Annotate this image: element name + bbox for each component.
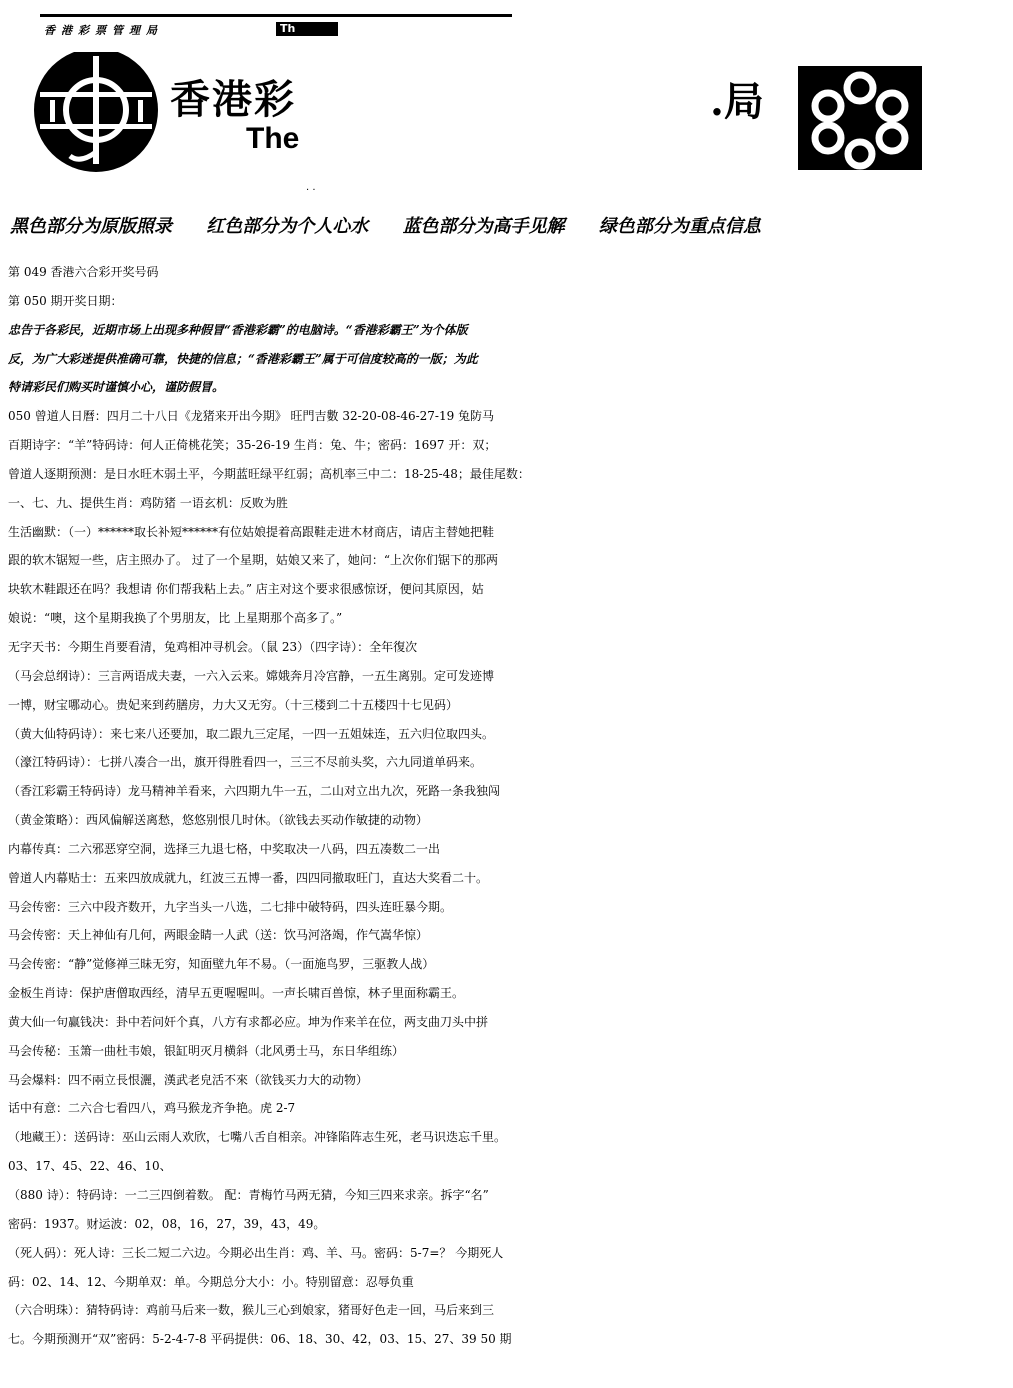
- text-line: 内幕传真：二六邪恶穿空洞，选择三九退七格，中奖取决一八码，四五凑数二一出: [8, 841, 441, 856]
- tag-short: Th: [276, 22, 338, 36]
- top-rule: [40, 14, 512, 17]
- text-line: 马会爆料：四不兩立長恨灑，漢武老皃活不來（欲钱买力大的动物）: [8, 1072, 369, 1087]
- tagline: 香港彩票管理局: [44, 24, 163, 37]
- text-line: 050 曾道人日曆：四月二十八日《龙猪来开出今期》 旺門吉數 32-20-08-46-27-19 兔防马: [8, 409, 495, 424]
- page-title: 香港彩: [170, 76, 296, 123]
- document-body: [8, 258, 1008, 1354]
- text-line: （黄大仙特码诗）：来七来八还要加，取二跟九三定尾，一四一五姐妹连，五六归位取四头。: [8, 726, 495, 741]
- legend-black: 黑色部分为原版照录: [10, 216, 172, 237]
- text-line: 一博，财宝哪动心。贵妃来到药膳房，力大又无穷。（十三楼到二十五楼四十七见码）: [8, 697, 459, 712]
- color-legend: [10, 212, 789, 238]
- text-line: 码：02、14、12、今期单双：单。今期总分大小：小。特别留意：忍辱负重: [8, 1274, 414, 1289]
- text-line: （880 诗）：特码诗：一二三四倒着数。 配：青梅竹马两无猜，今知三四来求亲。拆字“名”: [8, 1188, 489, 1202]
- text-line: 百期诗字：“羊”特码诗：何人正倚桃花笑；35-26-19 生肖：兔、牛；密码：1697 开：双；: [8, 438, 497, 453]
- text-line: 生活幽默：（一）******取长补短******有位姑娘提着高跟鞋走进木材商店，请店主替她把鞋: [8, 524, 495, 539]
- text-line: 话中有意：二六合七看四八，鸡马猴龙齐争艳。虎 2-7: [8, 1101, 296, 1116]
- text-line: 黄大仙一句赢钱决：卦中若问奸个真，八方有求都必应。坤为作来羊在位，两支曲刀头中拼: [8, 1014, 489, 1029]
- text-line: 金板生肖诗：保护唐僧取西经，清早五更喔喔叫。一声长啸百兽惊，林子里面称霸王。: [8, 986, 465, 1001]
- text-line: 马会传密：天上神仙有几何，两眼金睛一人武（送：饮马河洛竭，作气嵩华惊）: [8, 928, 429, 943]
- text-line: （黄金策略）：西风偏解送离愁，悠悠别恨几时休。（欲钱去买动作敏捷的动物）: [8, 813, 429, 828]
- warning-line: 反，为广大彩迷提供准确可靠，快捷的信息；“香港彩霸王”属于可信度较高的一版；为此: [8, 351, 478, 366]
- emblem-logo-icon: [30, 52, 162, 172]
- text-line: 无字天书：今期生肖要看清，兔鸡相冲寻机会。（鼠 23）（四字诗）：全年復次: [8, 639, 418, 654]
- legend-green: 绿色部分为重点信息: [598, 216, 761, 237]
- text-line: 块软木鞋跟还在吗？我想请 你们帮我粘上去。” 店主对这个要求很感惊讶，便问其原因，姑: [8, 582, 484, 597]
- circles-logo-icon: [798, 66, 922, 170]
- legend-red: 红色部分为个人心水: [206, 216, 369, 237]
- warning-line: 忠告于各彩民，近期市场上出现多种假冒“香港彩霸”的电脑诗。“香港彩霸王”为个体版: [8, 322, 468, 337]
- text-line: （香江彩霸王特码诗）龙马精神羊看来，六四期九牛一五，二山对立出九次，死路一条我独闯: [8, 784, 501, 799]
- page-subtitle: The: [246, 122, 300, 155]
- text-line: （死人码）：死人诗：三长二短二六边。今期必出生肖：鸡、羊、马。密码：5-7=？ 今期死人: [8, 1245, 504, 1260]
- top-strip: [40, 10, 512, 36]
- text-line: 娘说：“噢，这个星期我换了个男朋友，比 上星期那个高多了。”: [8, 611, 343, 626]
- text-line: 第 050 期开奖日期：: [8, 293, 123, 308]
- text-line: 马会传密：三六中段齐数开，九字当头一八选，二七排中破特码，四头连旺暴今期。: [8, 899, 453, 914]
- text-line: 马会传秘：玉箫一曲杜韦娘，银缸明灭月横斜（北风勇士马，东日华组练）: [8, 1043, 405, 1058]
- page-title-end: .局: [710, 78, 764, 125]
- text-line: （濠江特码诗）：七拼八凑合一出，旗开得胜看四一，三三不尽前头奖，六九同道单码来。: [8, 755, 483, 770]
- text-line: 马会传密：“静”觉修禅三昧无穷，知面壁九年不易。（一面施鸟罗，三驱教人战）: [8, 957, 435, 972]
- decor-dots: . .: [306, 182, 316, 193]
- text-line: 曾道人内幕贴士：五来四放成就九，红波三五博一番，四四同撤取旺门，直达大奖看二十。: [8, 870, 489, 885]
- legend-blue: 蓝色部分为高手见解: [402, 216, 565, 237]
- text-line: 七。今期预测开“双”密码：5-2-4-7-8 平码提供：06、18、30、42，03、15、27、39 50 期: [8, 1332, 512, 1347]
- warning-line: 特请彩民们购买时谨慎小心，谨防假冒。: [8, 380, 225, 395]
- text-line: 一、七、九、提供生肖：鸡防猪 一语玄机：反败为胜: [8, 495, 288, 510]
- text-line: 曾道人逐期预测：是日水旺木弱土平，今期蓝旺绿平红弱；高机率三中二：18-25-48；最佳尾数：: [8, 466, 530, 481]
- text-line: 跟的软木锯短一些，店主照办了。 过了一个星期，姑娘又来了，她问：“上次你们锯下的那两: [8, 553, 498, 568]
- text-line: 第 049 香港六合彩开奖号码: [8, 265, 159, 279]
- text-line: （地藏王）：送码诗：巫山云雨人欢欣，七嘴八舌自相亲。冲锋陷阵志生死，老马识迭忘千里。: [8, 1130, 507, 1145]
- text-line: 03、17、45、22、46、10、: [8, 1159, 172, 1174]
- text-line: 密码：1937。财运波：02，08，16，27，39，43，49。: [8, 1216, 326, 1231]
- text-line: （六合明珠）：猜特码诗：鸡前马后来一数，猴儿三心到娘家，猪哥好色走一回，马后来到三: [8, 1303, 495, 1318]
- text-line: （马会总纲诗）：三言两语成夫妻，一六入云来。嫦娥奔月冷宫静，一五生离别。定可发迹博: [8, 668, 495, 683]
